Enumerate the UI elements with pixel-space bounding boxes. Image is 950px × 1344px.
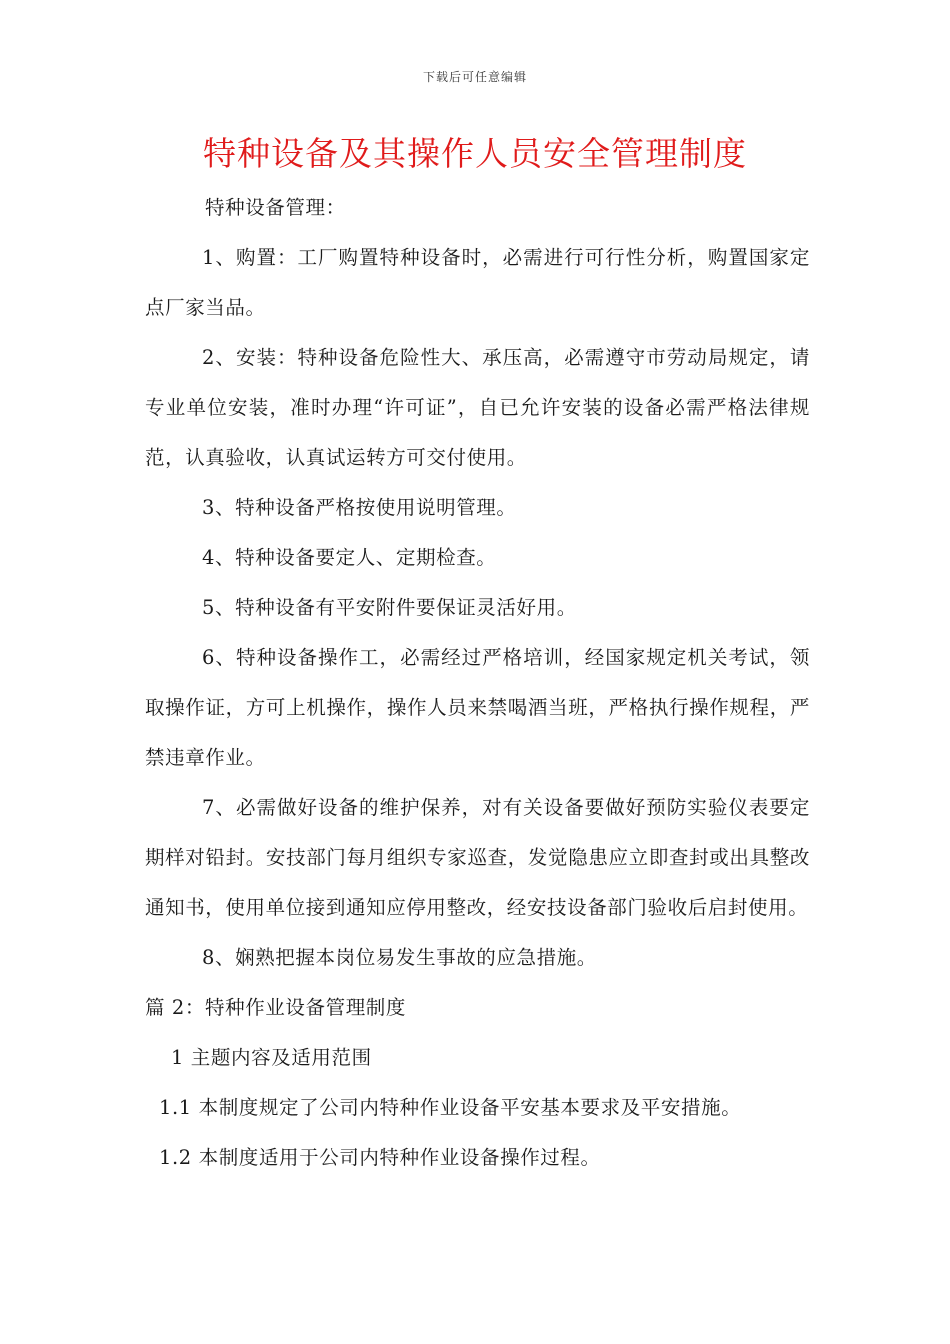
- paragraph-item-8: 8、娴熟把握本岗位易发生事故的应急措施。: [202, 946, 597, 969]
- paragraph-item-3: 3、特种设备严格按使用说明管理。: [202, 496, 517, 519]
- chapter-heading: 篇 2：特种作业设备管理制度: [145, 996, 407, 1019]
- subsection-heading: 1 主题内容及适用范围: [171, 1046, 372, 1069]
- paragraph-item-7: 7、必需做好设备的维护保养，对有关设备要做好预防实验仪表要定期样对铅封。安技部门每月组织专家巡查，发觉隐患应立即查封或出具整改通知书，使用单位接到通知应停用整改，经安技设备部门验收后启封使用。: [145, 796, 810, 919]
- document-body: [145, 183, 810, 1183]
- header-note: 下载后可任意编辑: [422, 70, 527, 84]
- paragraph-item-4: 4、特种设备要定人、定期检查。: [202, 546, 497, 569]
- clause-1-2: 1.2 本制度适用于公司内特种作业设备操作过程。: [159, 1146, 601, 1169]
- paragraph-item-6: 6、特种设备操作工，必需经过严格培训，经国家规定机关考试，领取操作证，方可上机操作，操作人员来禁喝酒当班，严格执行操作规程，严禁违章作业。: [145, 646, 810, 769]
- document-title: 特种设备及其操作人员安全管理制度: [203, 134, 747, 173]
- paragraph-item-2: 2、安装：特种设备危险性大、承压高，必需遵守市劳动局规定，请专业单位安装，准时办理“许可证”，自已允许安装的设备必需严格法律规范，认真验收，认真试运转方可交付使用。: [145, 346, 810, 469]
- section-heading: 特种设备管理：: [205, 196, 346, 219]
- paragraph-item-5: 5、特种设备有平安附件要保证灵活好用。: [202, 596, 577, 619]
- clause-1-1: 1.1 本制度规定了公司内特种作业设备平安基本要求及平安措施。: [159, 1096, 742, 1119]
- paragraph-item-1: 1、购置：工厂购置特种设备时，必需进行可行性分析，购置国家定点厂家当品。: [145, 246, 810, 319]
